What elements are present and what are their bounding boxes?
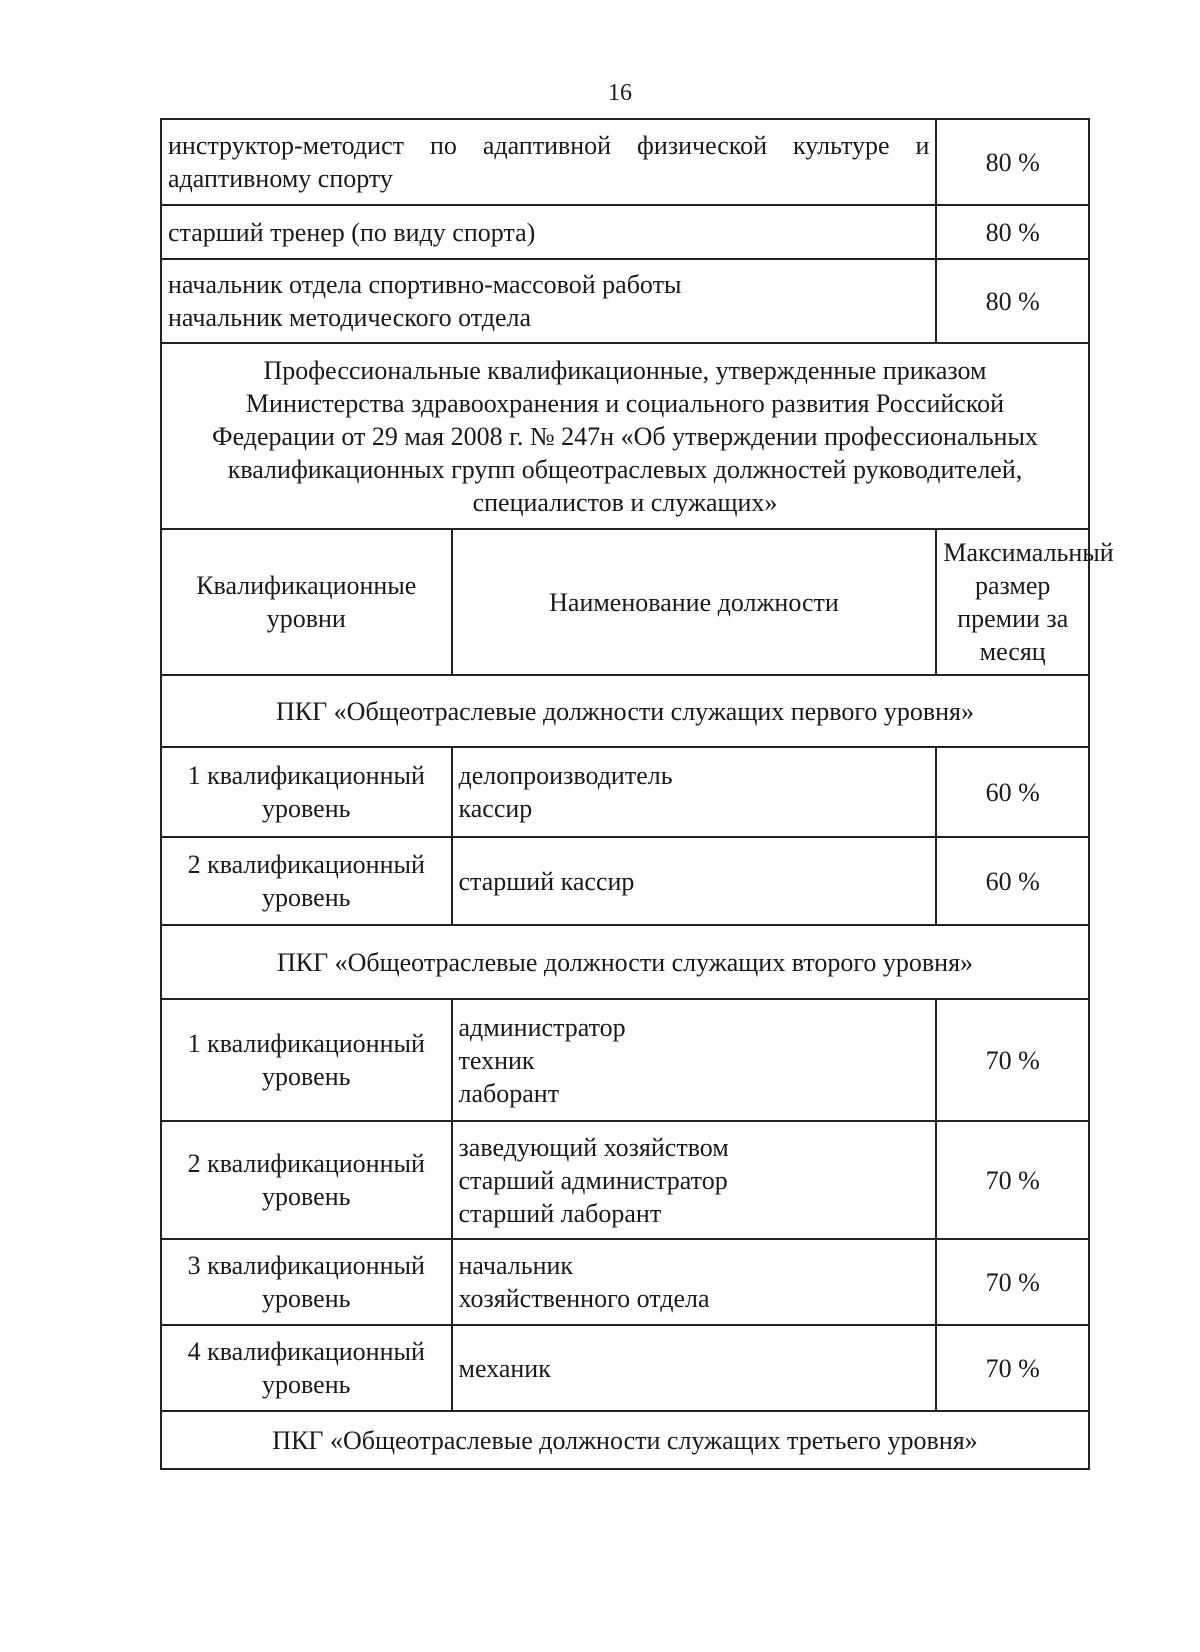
group-title-text: ПКГ «Общеотраслевые должности служащих третьего уровня» — [272, 1425, 978, 1455]
bonus-table — [160, 118, 1114, 1470]
level-text: 2 квалификационный уровень — [187, 850, 425, 912]
bonus-percent: 80 % — [985, 286, 1040, 316]
group-title-row — [161, 1411, 1089, 1469]
header-max-bonus — [936, 529, 1114, 675]
percent-cell — [936, 999, 1089, 1121]
position-cell — [452, 1121, 937, 1239]
level-text: 4 квалификационный уровень — [187, 1337, 425, 1399]
position-cell — [161, 205, 936, 259]
table-row — [161, 1121, 1089, 1239]
bonus-percent: 60 % — [985, 777, 1040, 807]
position-name: начальник методического отдела — [168, 303, 532, 332]
percent-cell — [936, 119, 1089, 205]
position-name: заведующий хозяйством — [458, 1132, 729, 1162]
position-cell — [161, 259, 936, 343]
group-title-row — [161, 925, 1089, 999]
bonus-percent: 80 % — [985, 147, 1040, 177]
level-text: 1 квалификационный уровень — [187, 1029, 425, 1091]
section-heading — [161, 343, 1089, 529]
header-levels — [161, 529, 452, 675]
bonus-percent: 70 % — [985, 1353, 1040, 1383]
level-cell — [161, 999, 452, 1121]
table-row — [161, 999, 1089, 1121]
bonus-percent: 70 % — [985, 1045, 1040, 1075]
position-name: механик — [458, 1353, 551, 1383]
table-row — [161, 259, 1089, 343]
level-cell — [161, 1325, 452, 1411]
position-name: начальник — [458, 1251, 574, 1280]
position-name: делопроизводитель — [458, 761, 673, 790]
header-max-bonus-text: Максимальный размер премии за месяц — [943, 538, 1114, 666]
header-levels-text: Квалификационные уровни — [196, 571, 417, 633]
level-cell — [161, 837, 452, 925]
bonus-percent: 70 % — [985, 1165, 1040, 1195]
header-row — [161, 529, 1089, 675]
table-row — [161, 747, 1089, 837]
position-name: старший тренер (по виду спорта) — [168, 217, 536, 247]
level-cell — [161, 1121, 452, 1239]
position-name: старший администратор — [458, 1165, 728, 1195]
level-text: 1 квалификационный уровень — [187, 761, 425, 823]
group-title-text: ПКГ «Общеотраслевые должности служащих первого уровня» — [276, 696, 974, 726]
position-name: техник — [458, 1045, 535, 1075]
percent-cell — [936, 1239, 1089, 1325]
position-name: старший лаборант — [458, 1198, 662, 1228]
header-position-text: Наименование должности — [549, 587, 839, 617]
position-cell — [452, 1239, 937, 1325]
level-cell — [161, 1239, 452, 1325]
position-cell — [452, 747, 937, 837]
bonus-percent: 70 % — [985, 1267, 1040, 1297]
table-row — [161, 205, 1089, 259]
position-name: администратор — [458, 1012, 626, 1042]
page-number: 16 — [608, 80, 632, 106]
group-title — [161, 925, 1089, 999]
table-row — [161, 1325, 1089, 1411]
bonus-percent: 60 % — [985, 866, 1040, 896]
position-cell — [452, 837, 937, 925]
group-title-row — [161, 675, 1089, 747]
position-name: инструктор-методист по адаптивной физической культуре и адаптивному спорту — [168, 131, 930, 193]
table-row — [161, 119, 1089, 205]
position-name: лаборант — [458, 1078, 560, 1108]
percent-cell — [936, 205, 1089, 259]
position-cell — [161, 119, 936, 205]
position-cell — [452, 999, 937, 1121]
position-name: старший кассир — [458, 866, 635, 896]
group-title — [161, 675, 1089, 747]
position-cell — [452, 1325, 937, 1411]
header-position — [452, 529, 937, 675]
level-text: 3 квалификационный уровень — [187, 1251, 425, 1313]
percent-cell — [936, 1121, 1089, 1239]
table-row — [161, 1239, 1089, 1325]
bonus-percent: 80 % — [985, 217, 1040, 247]
section-heading-row — [161, 343, 1089, 529]
position-name: начальник отдела спортивно-массовой работы — [168, 270, 682, 299]
group-title-text: ПКГ «Общеотраслевые должности служащих второго уровня» — [276, 947, 974, 977]
percent-cell — [936, 747, 1089, 837]
section-heading-text: Профессиональные квалификационные, утвержденные приказом Министерства здравоохранения и социального развития Российской Федерации от 29 мая 2008 г. № 247н «Об утверждении профессиональных квалификационных групп общеотраслевых должностей руководителей, специалистов и служащих» — [212, 355, 1038, 517]
level-cell — [161, 747, 452, 837]
position-name: кассир — [458, 794, 533, 823]
percent-cell — [936, 837, 1089, 925]
table-row — [161, 837, 1089, 925]
percent-cell — [936, 259, 1089, 343]
group-title — [161, 1411, 1089, 1469]
position-name: хозяйственного отдела — [458, 1284, 710, 1313]
percent-cell — [936, 1325, 1089, 1411]
level-text: 2 квалификационный уровень — [187, 1149, 425, 1211]
